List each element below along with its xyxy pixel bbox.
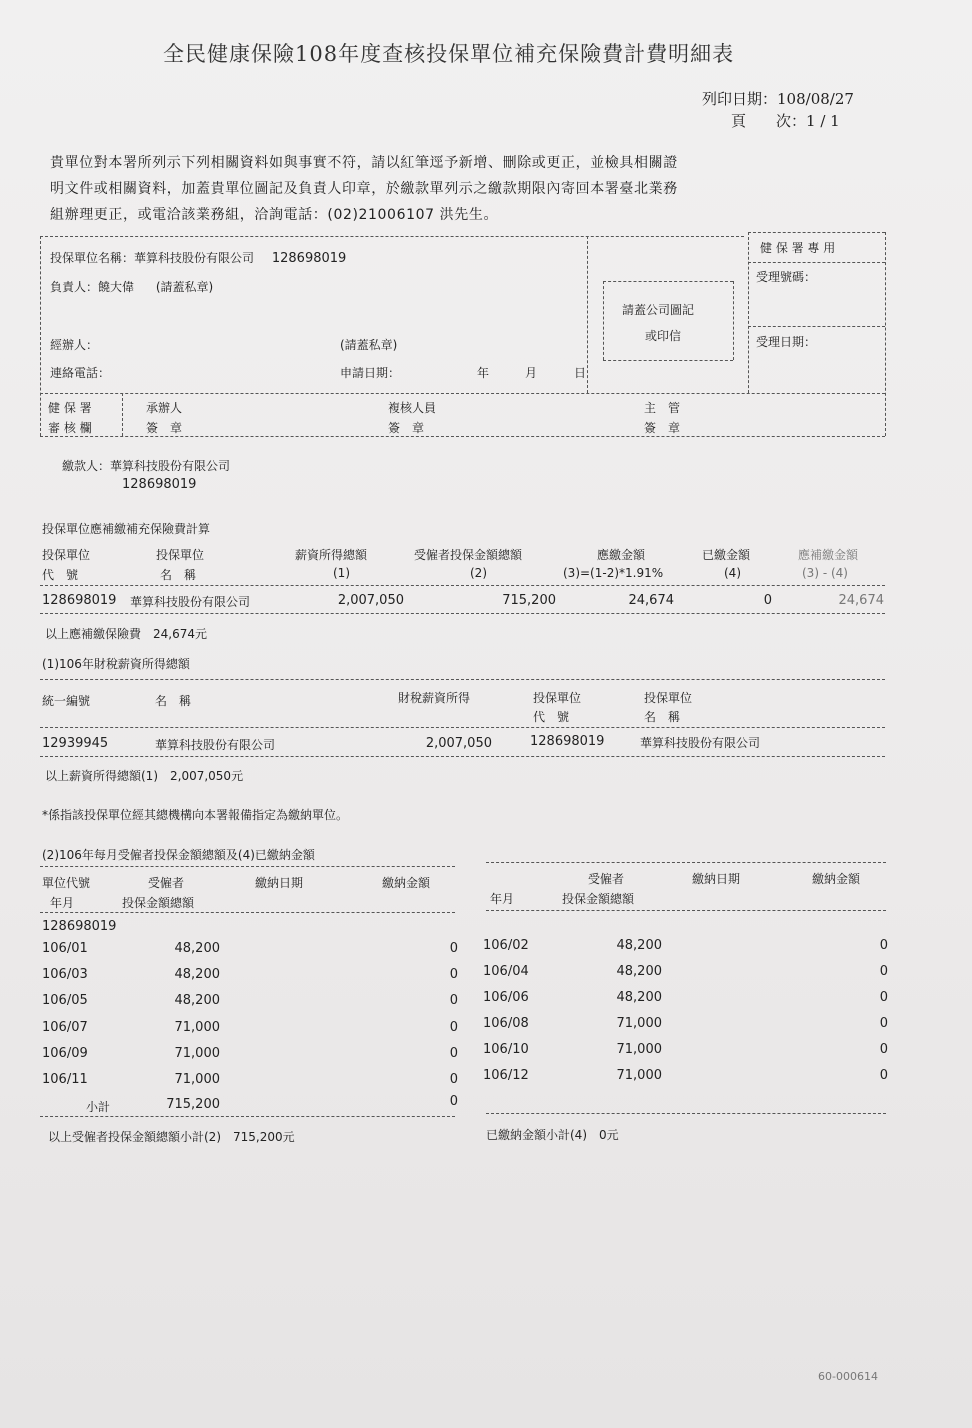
print-date-value: 108/08/27 <box>777 90 854 108</box>
calc-row-salary: 2,007,050 <box>337 593 404 608</box>
salary-row-income: 2,007,050 <box>425 736 492 751</box>
salary-h-uname-b: 名 稱 <box>644 710 681 724</box>
review-chief: 主 管 <box>644 401 681 415</box>
salary-row-code: 128698019 <box>530 734 605 749</box>
unit-name: 華算科技股份有限公司 <box>134 251 255 265</box>
apply-date-label: 申請日期： <box>340 366 401 380</box>
list-item-ins: 71,000 <box>616 1068 662 1083</box>
salary-row-uname: 華算科技股份有限公司 <box>640 736 761 750</box>
owner-seal-note: (請蓋私章) <box>155 280 214 294</box>
review-checker-sign: 簽 章 <box>388 421 425 435</box>
list-item-ins: 71,000 <box>616 1016 662 1031</box>
unit-code: 128698019 <box>271 251 347 266</box>
calc-h-name-b: 名 稱 <box>160 568 197 582</box>
nhi-use-label: 健 保 署 專 用 <box>760 241 836 255</box>
monthly-left-h-amt: 繳納金額 <box>382 876 431 890</box>
calc-summary: 以上應補繳保險費 24,674元 <box>45 627 207 641</box>
monthly-left-h-ym: 年月 <box>50 896 75 910</box>
intro-line: 明文件或相關資料，加蓋貴單位圖記及負責人印章，於繳款單列示之繳款期限內寄回本署臺北業務 <box>50 181 678 197</box>
payer-label: 繳款人： <box>62 459 111 473</box>
list-item-ins: 71,000 <box>174 1072 220 1087</box>
monthly-right-h-ins-b: 投保金額總額 <box>562 892 635 906</box>
list-item-ins: 71,000 <box>174 1046 220 1061</box>
footer-code: 60-000614 <box>818 1370 878 1383</box>
salary-h-code-b: 代 號 <box>533 710 570 724</box>
list-item-ins: 48,200 <box>174 993 220 1008</box>
owner-name: 饒大偉 <box>98 280 135 294</box>
subtotal-amt: 0 <box>449 1094 458 1109</box>
payer-name: 華算科技股份有限公司 <box>110 459 231 473</box>
calc-row-code: 128698019 <box>42 593 117 608</box>
list-item-ins: 48,200 <box>174 941 220 956</box>
calc-row-insured: 715,200 <box>502 593 556 608</box>
page-number <box>731 110 840 131</box>
review-col-label-a: 健 保 署 <box>48 401 92 415</box>
list-item-ym: 106/11 <box>42 1072 88 1087</box>
list-item-amt: 0 <box>879 938 888 953</box>
calc-h-due-a: 應繳金額 <box>597 548 646 562</box>
calc-h-due-b: (3)=(1-2)*1.91% <box>563 566 664 580</box>
list-item-amt: 0 <box>449 1020 458 1035</box>
review-chief-sign: 簽 章 <box>644 421 681 435</box>
page-value: 1 / 1 <box>806 112 840 130</box>
intro-line: 組辦理更正，或電洽該業務組，洽詢電話：(02)21006107 洪先生。 <box>50 207 499 223</box>
monthly-right-h-date: 繳納日期 <box>692 872 741 886</box>
subtotal-label: 小計 <box>86 1100 111 1114</box>
intro-paragraph <box>50 150 678 228</box>
monthly-left-h-date: 繳納日期 <box>255 876 304 890</box>
monthly-left-h-unit: 單位代號 <box>42 876 91 890</box>
calc-h-name-a: 投保單位 <box>156 548 205 562</box>
salary-row-id: 12939945 <box>42 736 109 751</box>
calc-h-code-a: 投保單位 <box>42 548 91 562</box>
list-item-amt: 0 <box>449 1046 458 1061</box>
list-item-ym: 106/06 <box>483 990 529 1005</box>
monthly-right-h-ym: 年月 <box>490 892 515 906</box>
monthly-left-h-ins-a: 受僱者 <box>148 876 185 890</box>
intro-line: 貴單位對本署所列示下列相關資料如與事實不符，請以紅筆逕予新增、刪除或更正，並檢具相關證 <box>50 155 678 171</box>
monthly-unit-code: 128698019 <box>42 919 117 934</box>
calc-row-paid: 0 <box>763 593 772 608</box>
salary-row-name: 華算科技股份有限公司 <box>155 738 276 752</box>
review-handler: 承辦人 <box>146 401 183 415</box>
list-item-ins: 48,200 <box>616 938 662 953</box>
review-col-label-b: 審 核 欄 <box>48 421 92 435</box>
company-seal-line2: 或印信 <box>645 329 682 343</box>
monthly-summary-left: 以上受僱者投保金額總額小計(2) 715,200元 <box>48 1130 295 1144</box>
unit-name-label: 投保單位名稱： <box>50 251 135 265</box>
owner-label: 負責人： <box>50 280 99 294</box>
calc-h-salary-b: (1) <box>333 566 350 580</box>
list-item-amt: 0 <box>879 1068 888 1083</box>
list-item-ym: 106/03 <box>42 967 88 982</box>
list-item-amt: 0 <box>449 941 458 956</box>
payer-code: 128698019 <box>122 477 197 492</box>
note: *係指該投保單位經其總機構向本署報備指定為繳納單位。 <box>42 808 349 822</box>
calc-h-balance-b: (3) - (4) <box>802 566 848 580</box>
list-item-amt: 0 <box>879 1042 888 1057</box>
calc-row-due: 24,674 <box>628 593 674 608</box>
salary-summary: 以上薪資所得總額(1) 2,007,050元 <box>45 769 244 783</box>
company-seal-line1: 請蓋公司圖記 <box>622 303 695 317</box>
calc-h-balance-a: 應補繳金額 <box>798 548 859 562</box>
monthly-right-h-ins-a: 受僱者 <box>588 872 625 886</box>
calc-h-paid-b: (4) <box>724 566 741 580</box>
list-item-ins: 48,200 <box>616 964 662 979</box>
list-item-amt: 0 <box>449 967 458 982</box>
monthly-summary-right: 已繳納金額小計(4) 0元 <box>486 1128 619 1142</box>
subtotal-ins: 715,200 <box>166 1097 220 1112</box>
list-item-amt: 0 <box>449 993 458 1008</box>
phone-label: 連絡電話： <box>50 366 111 380</box>
list-item-ym: 106/12 <box>483 1068 529 1083</box>
list-item-ym: 106/09 <box>42 1046 88 1061</box>
handler-seal-note: (請蓋私章) <box>340 338 398 352</box>
print-date <box>702 88 854 109</box>
accept-date-label: 受理日期： <box>756 335 817 349</box>
calc-row-balance: 24,674 <box>838 593 884 608</box>
calc-h-code-b: 代 號 <box>42 568 79 582</box>
print-date-label: 列印日期： <box>702 90 778 108</box>
calc-h-insured-a: 受僱者投保金額總額 <box>414 548 523 562</box>
list-item-ym: 106/08 <box>483 1016 529 1031</box>
review-handler-sign: 簽 章 <box>146 421 183 435</box>
handler-label: 經辦人： <box>50 338 99 352</box>
salary-h-uname-a: 投保單位 <box>644 691 693 705</box>
list-item-ym: 106/05 <box>42 993 88 1008</box>
list-item-amt: 0 <box>879 990 888 1005</box>
apply-month: 月 <box>525 366 538 380</box>
apply-day: 日 <box>574 366 587 380</box>
list-item-ins: 71,000 <box>174 1020 220 1035</box>
unit-name-line <box>50 249 346 266</box>
monthly-right-h-amt: 繳納金額 <box>812 872 861 886</box>
list-item-ins: 71,000 <box>616 1042 662 1057</box>
salary-h-id: 統一編號 <box>42 694 91 708</box>
salary-h-name: 名 稱 <box>155 694 192 708</box>
salary-h-code-a: 投保單位 <box>533 691 582 705</box>
salary-h-income: 財稅薪資所得 <box>398 691 471 705</box>
list-item-ins: 48,200 <box>616 990 662 1005</box>
list-item-amt: 0 <box>449 1072 458 1087</box>
apply-year: 年 <box>477 366 490 380</box>
owner-line <box>50 278 213 295</box>
list-item-ym: 106/01 <box>42 941 88 956</box>
list-item-amt: 0 <box>879 1016 888 1031</box>
calc-row-name: 華算科技股份有限公司 <box>130 595 251 609</box>
list-item-ym: 106/10 <box>483 1042 529 1057</box>
list-item-ym: 106/02 <box>483 938 529 953</box>
accept-no-label: 受理號碼： <box>756 270 817 284</box>
list-item-amt: 0 <box>879 964 888 979</box>
calc-section-title: 投保單位應補繳補充保險費計算 <box>42 522 211 536</box>
calc-h-salary-a: 薪資所得總額 <box>295 548 368 562</box>
payer-line <box>62 457 230 474</box>
list-item-ym: 106/07 <box>42 1020 88 1035</box>
document-title: 全民健康保險108年度查核投保單位補充保險費計費明細表 <box>163 42 735 66</box>
salary-section-title: (1)106年財稅薪資所得總額 <box>42 657 190 671</box>
monthly-title: (2)106年每月受僱者投保金額總額及(4)已繳納金額 <box>42 848 315 862</box>
list-item-ins: 48,200 <box>174 967 220 982</box>
calc-h-paid-a: 已繳金額 <box>702 548 751 562</box>
calc-h-insured-b: (2) <box>470 566 487 580</box>
page-label: 頁 次： <box>731 112 807 130</box>
monthly-left-h-ins-b: 投保金額總額 <box>122 896 195 910</box>
review-checker: 複核人員 <box>388 401 437 415</box>
list-item-ym: 106/04 <box>483 964 529 979</box>
